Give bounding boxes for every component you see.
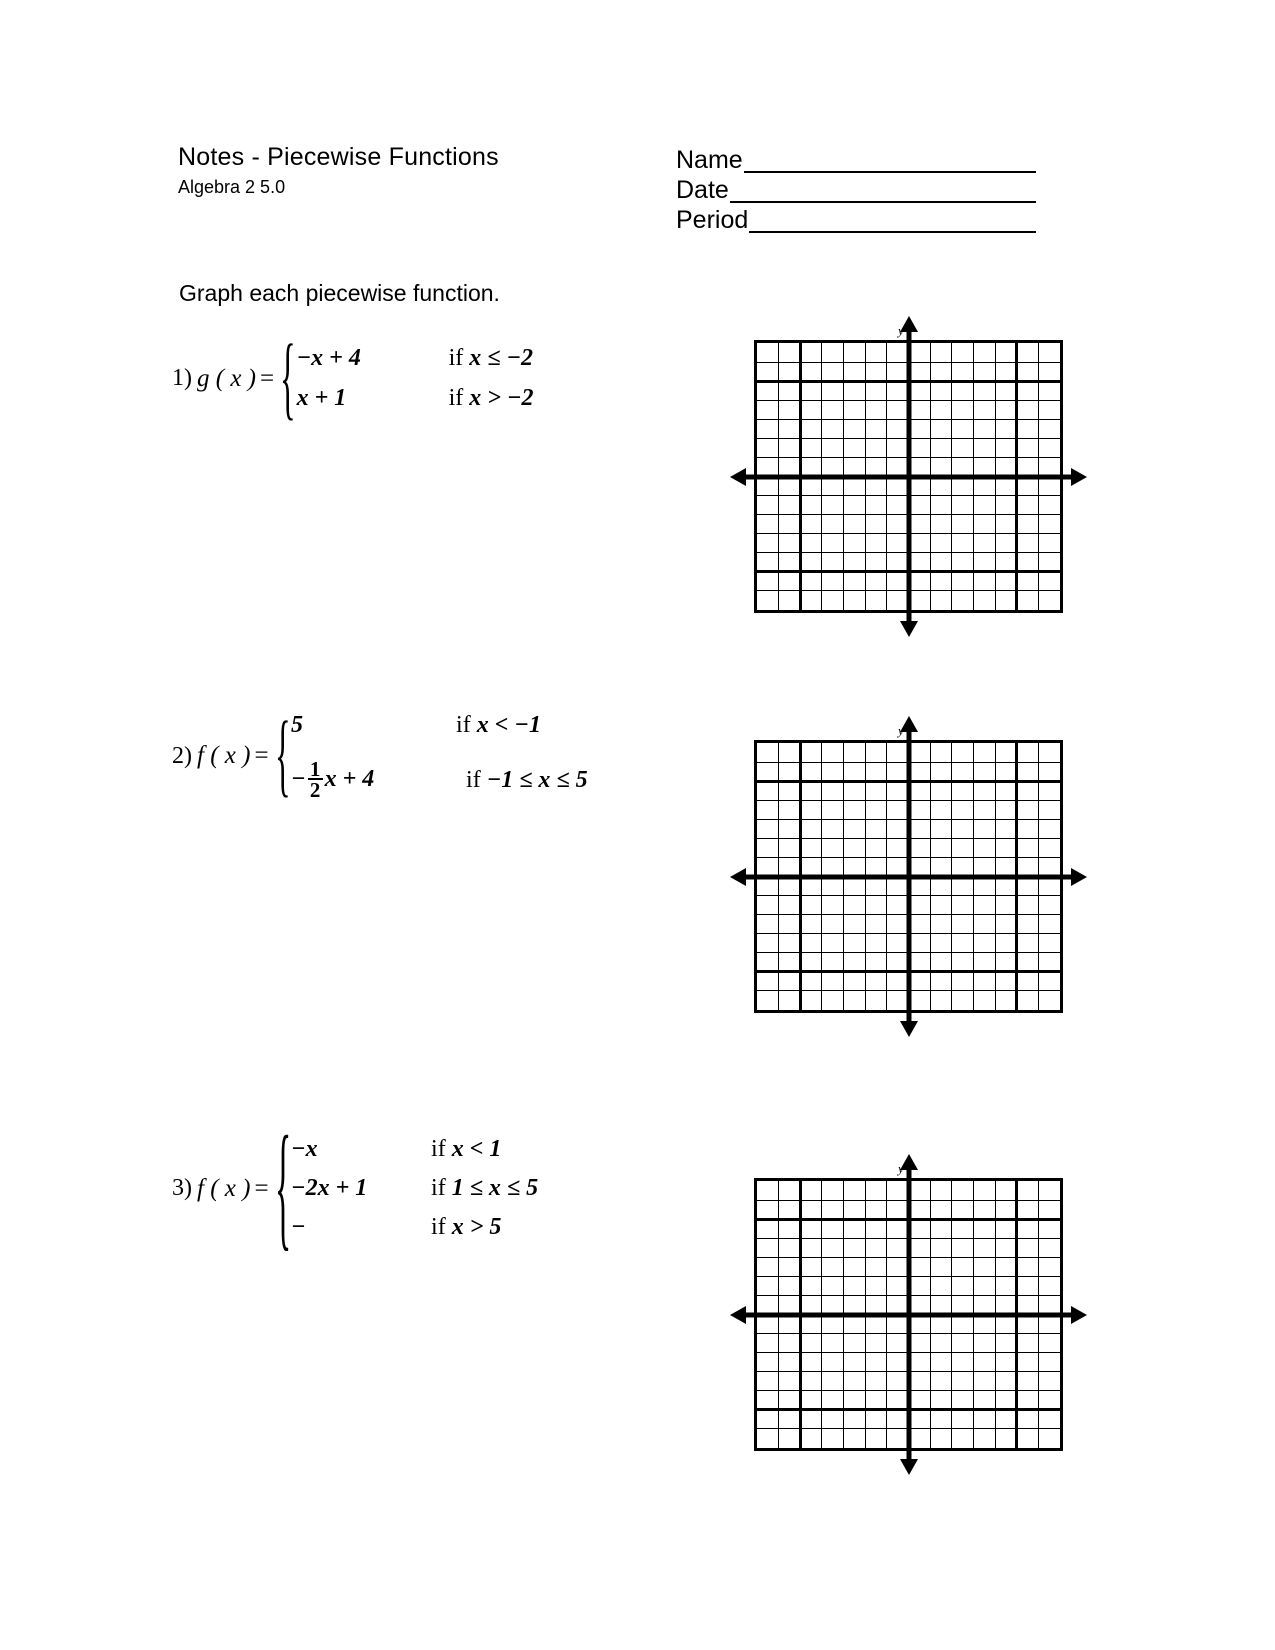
problem-3-case-3-if: if xyxy=(431,1214,446,1240)
problem-3-cases xyxy=(291,1136,538,1241)
problem-1-cases xyxy=(297,345,534,412)
date-field-row[interactable] xyxy=(676,173,1036,203)
problem-2-case-1-condition xyxy=(456,712,541,739)
problem-2-case-1-expression: 5 xyxy=(291,712,304,738)
problem-3-case-3-inequality: x > 5 xyxy=(451,1214,502,1240)
grid-minor-horizontal-line xyxy=(757,457,1060,458)
grid-minor-horizontal-line xyxy=(757,895,1060,896)
problem-1-function-label: g ( x ) xyxy=(197,364,256,392)
problem-2-case-2-sign: − xyxy=(291,766,306,793)
grid-major-horizontal-line xyxy=(757,780,1060,783)
grid-major-horizontal-line xyxy=(757,1313,1060,1316)
name-field-row[interactable] xyxy=(676,143,1036,173)
grid-minor-horizontal-line xyxy=(757,400,1060,401)
problem-2-case-2-fraction-numerator: 1 xyxy=(309,757,321,781)
name-field-label: Name xyxy=(676,146,743,174)
problem-2-function-label: f ( x ) xyxy=(197,742,251,769)
problem-2-case-2-fraction-denominator: 2 xyxy=(309,778,321,802)
problem-3-case-1-inequality: x < 1 xyxy=(451,1136,502,1162)
graph-grid-3-y-label: y xyxy=(898,1161,904,1176)
grid-minor-horizontal-line xyxy=(757,990,1060,991)
graph-grid-3[interactable] xyxy=(754,1161,1078,1451)
grid-minor-horizontal-line xyxy=(757,819,1060,820)
problem-2-case-2-if: if xyxy=(466,767,481,793)
problem-3-case-1-condition xyxy=(431,1136,501,1163)
graph-grid-3-plane[interactable] xyxy=(754,1178,1063,1451)
problem-1-case-2-if: if xyxy=(448,385,464,411)
problem-3-case-3 xyxy=(291,1214,538,1241)
problem-2-case-1-inequality: x < −1 xyxy=(476,712,541,738)
grid-minor-horizontal-line xyxy=(757,1333,1060,1334)
period-input-rule[interactable] xyxy=(749,211,1036,233)
grid-minor-horizontal-line xyxy=(757,362,1060,363)
problem-3-function-label: f ( x ) xyxy=(197,1174,251,1202)
problem-1-case-1-condition xyxy=(449,345,533,372)
problem-3-case-3-condition xyxy=(431,1214,501,1241)
grid-minor-horizontal-line xyxy=(757,533,1060,534)
graph-grid-1-plane[interactable] xyxy=(754,340,1063,613)
grid-minor-horizontal-line xyxy=(757,1352,1060,1353)
problem-2-equals: = xyxy=(254,742,269,769)
grid-major-horizontal-line xyxy=(757,1408,1060,1411)
problem-2-case-1-if: if xyxy=(456,712,471,738)
graph-grid-2-y-label: y xyxy=(898,723,904,738)
grid-minor-horizontal-line xyxy=(757,514,1060,515)
grid-minor-horizontal-line xyxy=(757,419,1060,420)
student-info-block xyxy=(676,143,1036,233)
graph-grid-1-x-axis-left-arrow-icon xyxy=(730,468,746,486)
problem-1-case-1-inequality: x ≤ −2 xyxy=(469,345,533,371)
problem-2-case-2-condition xyxy=(466,767,588,794)
name-input-rule[interactable] xyxy=(744,151,1036,173)
grid-minor-horizontal-line xyxy=(757,1428,1060,1429)
grid-minor-horizontal-line xyxy=(757,1371,1060,1372)
problem-1-case-1-if: if xyxy=(448,345,464,371)
problem-3-case-3-expression: − xyxy=(291,1214,306,1240)
date-field-label: Date xyxy=(676,176,729,204)
problem-2-case-2-rest: x + 4 xyxy=(324,766,375,793)
grid-major-horizontal-line xyxy=(757,1218,1060,1221)
grid-minor-horizontal-line xyxy=(757,495,1060,496)
graph-grid-1-y-axis-down-arrow-icon xyxy=(900,621,918,637)
grid-major-horizontal-line xyxy=(757,475,1060,478)
problem-1-case-2 xyxy=(297,385,534,412)
grid-minor-horizontal-line xyxy=(757,1276,1060,1277)
problem-1-case-2-condition xyxy=(449,385,534,412)
graph-grid-3-y-axis-down-arrow-icon xyxy=(900,1459,918,1475)
problem-2 xyxy=(172,702,588,807)
problem-1 xyxy=(172,324,534,429)
period-field-label: Period xyxy=(676,206,749,234)
page-title: Notes - Piecewise Functions xyxy=(178,143,499,171)
grid-major-horizontal-line xyxy=(757,570,1060,573)
problem-3-case-2-inequality: 1 ≤ x ≤ 5 xyxy=(451,1175,539,1201)
problem-2-brace: { xyxy=(274,702,291,807)
graph-grid-2-y-axis-down-arrow-icon xyxy=(900,1021,918,1037)
problem-3-case-2-condition xyxy=(431,1175,538,1202)
grid-major-horizontal-line xyxy=(757,970,1060,973)
problem-1-brace: { xyxy=(280,324,296,429)
problem-2-case-2 xyxy=(291,757,588,802)
problem-2-case-2-fraction xyxy=(308,757,323,802)
problem-3-case-2-if: if xyxy=(431,1175,446,1201)
problem-1-case-1-expression: −x + 4 xyxy=(296,345,361,371)
grid-minor-horizontal-line xyxy=(757,762,1060,763)
graph-grid-3-x-axis-left-arrow-icon xyxy=(730,1306,746,1324)
grid-minor-horizontal-line xyxy=(757,800,1060,801)
problem-2-case-1 xyxy=(291,712,588,739)
period-field-row[interactable] xyxy=(676,203,1036,233)
date-input-rule[interactable] xyxy=(730,181,1036,203)
problem-3-number: 3) xyxy=(172,1175,192,1201)
problem-2-number: 2) xyxy=(172,742,192,769)
graph-grid-2-plane[interactable] xyxy=(754,740,1063,1013)
problem-1-case-1 xyxy=(297,345,534,372)
grid-minor-horizontal-line xyxy=(757,1238,1060,1239)
graph-grid-1-y-label: y xyxy=(898,323,904,338)
graph-grid-3-x-label: x xyxy=(1072,1306,1078,1321)
grid-minor-horizontal-line xyxy=(757,1257,1060,1258)
problem-1-equals: = xyxy=(260,364,275,392)
course-subtitle: Algebra 2 5.0 xyxy=(178,177,286,197)
problem-1-case-2-inequality: x > −2 xyxy=(469,385,534,411)
grid-major-horizontal-line xyxy=(757,380,1060,383)
problem-3 xyxy=(172,1107,539,1265)
problem-3-equals: = xyxy=(254,1174,269,1202)
problem-3-case-1-expression: −x xyxy=(291,1136,318,1162)
graph-grid-1[interactable] xyxy=(754,323,1078,613)
grid-minor-horizontal-line xyxy=(757,952,1060,953)
problem-3-brace: { xyxy=(274,1107,291,1265)
grid-minor-horizontal-line xyxy=(757,1295,1060,1296)
grid-major-horizontal-line xyxy=(757,875,1060,878)
problem-1-case-2-expression: x + 1 xyxy=(296,385,347,411)
grid-minor-horizontal-line xyxy=(757,933,1060,934)
problem-2-cases xyxy=(291,712,588,800)
problem-3-case-2-expression: −2x + 1 xyxy=(291,1175,368,1201)
instruction-text: Graph each piecewise function. xyxy=(179,280,500,306)
worksheet-heading xyxy=(178,143,499,198)
grid-minor-horizontal-line xyxy=(757,590,1060,591)
grid-minor-horizontal-line xyxy=(757,438,1060,439)
graph-grid-2-x-label: x xyxy=(1072,868,1078,883)
problem-2-case-2-inequality: −1 ≤ x ≤ 5 xyxy=(486,767,588,793)
grid-minor-horizontal-line xyxy=(757,1390,1060,1391)
grid-minor-horizontal-line xyxy=(757,857,1060,858)
problem-2-case-2-expression xyxy=(291,757,466,802)
grid-minor-horizontal-line xyxy=(757,838,1060,839)
problem-3-case-1-if: if xyxy=(431,1136,446,1162)
graph-grid-2-x-axis-left-arrow-icon xyxy=(730,868,746,886)
problem-3-case-1 xyxy=(291,1136,538,1163)
grid-minor-horizontal-line xyxy=(757,914,1060,915)
problem-1-number: 1) xyxy=(172,365,192,391)
grid-minor-horizontal-line xyxy=(757,1200,1060,1201)
graph-grid-1-x-label: x xyxy=(1072,468,1078,483)
graph-grid-2[interactable] xyxy=(754,723,1078,1013)
grid-minor-horizontal-line xyxy=(757,552,1060,553)
problem-3-case-2 xyxy=(291,1175,538,1202)
